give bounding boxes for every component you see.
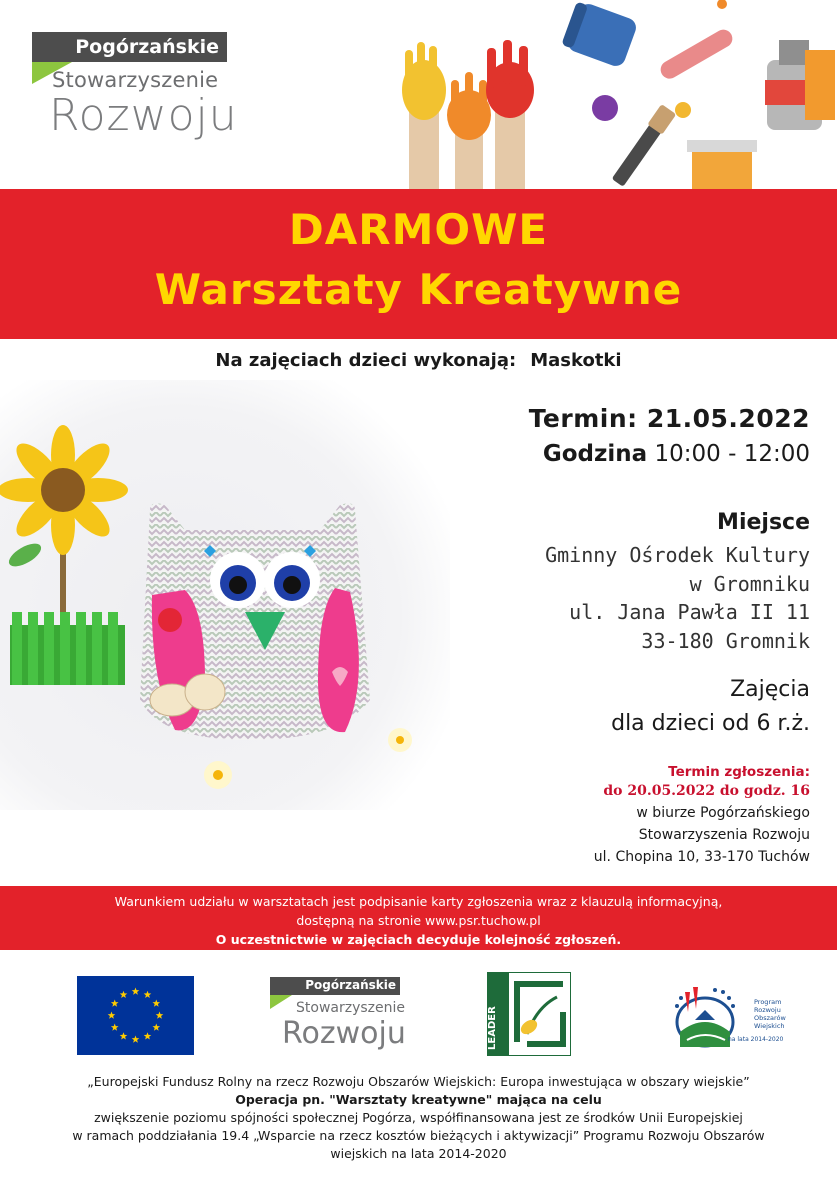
art-supplies-illustration xyxy=(387,0,837,190)
place-heading: Miejsce xyxy=(717,510,810,535)
purple-ball-icon xyxy=(592,95,618,121)
registration-line-1: w biurze Pogórzańskiego xyxy=(636,805,810,821)
notice-line-2: dostępną na stronie www.psr.tuchow.pl xyxy=(296,913,541,928)
registration-deadline: do 20.05.2022 do godz. 16 xyxy=(603,783,810,799)
orange-bar-icon xyxy=(805,50,835,120)
paint-brush-icon xyxy=(610,104,676,188)
prow-line-3: Obszarów xyxy=(754,1014,786,1022)
prow-line-2: Rozwoju xyxy=(754,1006,781,1014)
registration-line-3: ul. Chopina 10, 33-170 Tuchów xyxy=(593,849,810,865)
hours-line xyxy=(543,441,810,467)
painted-hand-orange-icon xyxy=(447,72,491,190)
owl-mascot-photo xyxy=(0,380,450,810)
footer-line-3: zwiększenie poziomu spójności społecznej Pogórza, współfinansowana jest ze środków Unii Europejskiej xyxy=(94,1110,743,1125)
footer-line-4: w ramach poddziałania 19.4 „Wsparcie na rzecz kosztów bieżących i aktywizacji” Programu Rozwoju Obszarów xyxy=(72,1128,765,1143)
activity-label: Na zajęciach dzieci wykonają: xyxy=(215,350,517,371)
prow-line-1: Program xyxy=(754,998,782,1006)
notice-line-3: O uczestnictwie w zajęciach decyduje kolejność zgłoszeń. xyxy=(215,932,622,947)
notice-line-1: Warunkiem udziału w warsztatach jest podpisanie karty zgłoszenia wraz z klauzulą informacyjną, xyxy=(114,894,723,909)
orange-dot-icon xyxy=(717,0,727,9)
termin-line xyxy=(529,404,810,433)
activity-value: Maskotki xyxy=(530,350,622,371)
registration-line-2: Stowarzyszenia Rozwoju xyxy=(638,827,810,843)
audience-line-2: dla dzieci od 6 r.ż. xyxy=(611,711,810,736)
termin-date: 21.05.2022 xyxy=(646,404,810,433)
psr-small-line1: Stowarzyszenie xyxy=(296,1000,405,1016)
place-line-4: 33-180 Gromnik xyxy=(641,629,810,653)
psr-small-line2: Rozwoju xyxy=(282,1016,406,1051)
leader-label: LEADER xyxy=(487,1006,498,1050)
paint-jar-blue-icon xyxy=(561,0,639,69)
logo-tag: Pogórzańskie xyxy=(50,32,227,62)
place-line-1: Gminny Ośrodek Kultury xyxy=(545,543,810,567)
logo-line2: Rozwoju xyxy=(49,90,238,141)
audience-line-1: Zajęcia xyxy=(730,677,810,702)
paint-jar-orange-icon xyxy=(687,140,757,190)
footer-line-1: „Europejski Fundusz Rolny na rzecz Rozwoju Obszarów Wiejskich: Europa inwestująca w obszary wiejskie” xyxy=(87,1074,750,1089)
notice-banner xyxy=(0,886,837,950)
eu-flag-icon xyxy=(77,976,194,1055)
title-workshops: Warsztaty Kreatywne xyxy=(154,265,683,314)
termin-label: Termin: xyxy=(528,404,638,433)
painted-hand-yellow-icon xyxy=(402,42,446,190)
activity-line xyxy=(0,350,837,371)
hours-value: 10:00 - 12:00 xyxy=(654,441,810,467)
hours-label: Godzina xyxy=(542,441,648,467)
painted-hand-red-icon xyxy=(486,40,534,190)
psr-small-tag: Pogórzańskie xyxy=(305,978,396,992)
title-free: DARMOWE xyxy=(288,205,549,254)
prow-line-4: Wiejskich xyxy=(754,1022,785,1030)
footer-line-2: Operacja pn. "Warsztaty kreatywne" mająca na celu xyxy=(235,1092,602,1107)
pink-crayon-icon xyxy=(657,26,735,82)
footer-line-5: wiejskich na lata 2014-2020 xyxy=(330,1146,507,1161)
yellow-ball-icon xyxy=(675,102,691,118)
registration-label: Termin zgłoszenia: xyxy=(668,764,810,780)
prow-text xyxy=(754,998,786,1030)
place-line-3: ul. Jana Pawła II 11 xyxy=(569,600,810,624)
logo-line1: Stowarzyszenie xyxy=(52,68,219,92)
place-line-2: w Gromniku xyxy=(689,572,810,596)
prow-years: na lata 2014-2020 xyxy=(728,1036,784,1043)
